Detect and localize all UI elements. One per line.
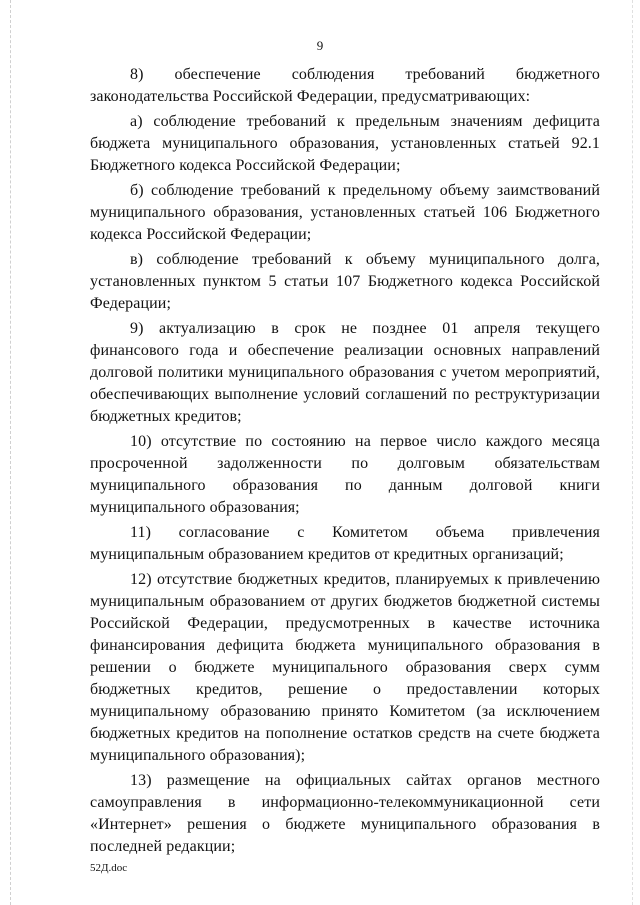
page-number: 9 <box>316 38 324 53</box>
paragraph-item-9: 9) актуализацию в срок не позднее 01 апреля текущего финансового года и обеспечение реализации основных направлений долговой политики муниципального образования с учетом мероприятий, обеспечивающих выполнение условий соглашений по реструктуризации бюджетных кредитов; <box>90 320 600 425</box>
document-body <box>90 64 600 858</box>
paragraph-item-12: 12) отсутствие бюджетных кредитов, планируемых к привлечению муниципальным образованием от других бюджетов бюджетной системы Российской Федерации, предусмотренных в качестве источника финансирования дефицита бюджета муниципального образования в решении о бюджете муниципального образования сверх сумм бюджетных кредитов, решение о предоставлении которых муниципальному образованию принято Комитетом (за исключением бюджетных кредитов на пополнение остатков средств на счете бюджета муниципального образования); <box>90 571 600 764</box>
paragraph-item-10: 10) отсутствие по состоянию на первое число каждого месяца просроченной задолженности по долговым обязательствам муниципального образования по данным долговой книги муниципального образования; <box>90 433 600 516</box>
paragraph-item-11: 11) согласование с Комитетом объема привлечения муниципальным образованием кредитов от кредитных организаций; <box>90 524 600 563</box>
scan-edge-right <box>632 0 634 905</box>
paragraph-item-13: 13) размещение на официальных сайтах органов местного самоуправления в информационно-телекоммуникационной сети «Интернет» решения о бюджете муниципального образования в последней редакции; <box>90 772 600 855</box>
paragraph-item-8: 8) обеспечение соблюдения требований бюджетного законодательства Российской Федерации, предусматривающих: <box>90 66 600 105</box>
scan-edge-left <box>10 0 12 905</box>
paragraph-subitem-b: б) соблюдение требований к предельному объему заимствований муниципального образования, установленных статьей 106 Бюджетного кодекса Российской Федерации; <box>90 182 600 243</box>
paragraph-subitem-a: а) соблюдение требований к предельным значениям дефицита бюджета муниципального образования, установленных статьей 92.1 Бюджетного кодекса Российской Федерации; <box>90 113 600 174</box>
paragraph-subitem-v: в) соблюдение требований к объему муниципального долга, установленных пунктом 5 статьи 107 Бюджетного кодекса Российской Федерации; <box>90 251 600 312</box>
footer-filename: 52Д.doc <box>90 862 128 874</box>
